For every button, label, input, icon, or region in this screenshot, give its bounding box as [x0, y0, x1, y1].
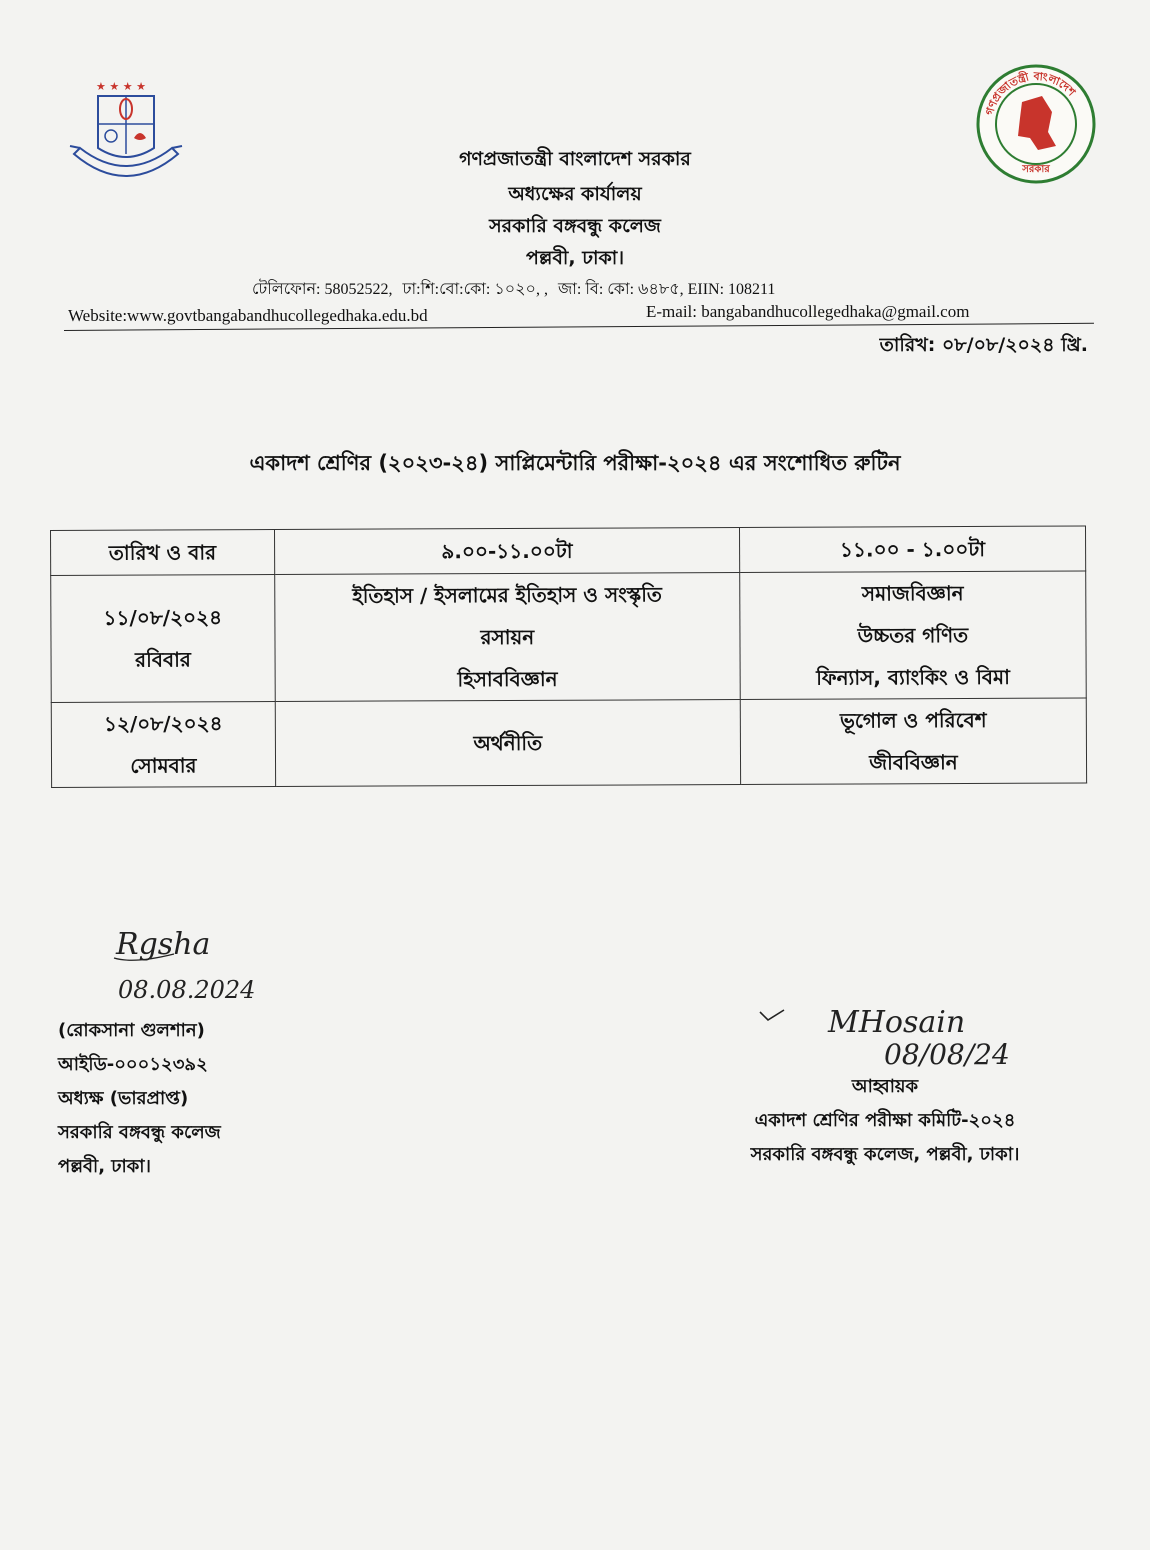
row-slot2-cell — [740, 571, 1087, 700]
row-day: সোমবার — [130, 753, 197, 778]
seal-text-bottom: সরকার — [1022, 164, 1050, 175]
convener-role: আহ্বায়ক — [851, 1076, 919, 1097]
convener-org: সরকারি বঙ্গবন্ধু কলেজ, পল্লবী, ঢাকা। — [750, 1144, 1020, 1165]
signature-date: 08.08.2024 — [118, 976, 256, 1004]
header-date-day: তারিখ ও বার — [51, 530, 275, 576]
email-text: E-mail: bangabandhucollegedhaka@gmail.com — [646, 302, 970, 321]
subject: ফিন্যাস, ব্যাংকিং ও বিমা — [816, 664, 1010, 690]
subject: জীববিজ্ঞান — [869, 750, 958, 775]
principal-name: (রোকসানা গুলশান) — [58, 1020, 205, 1041]
contact-phone: টেলিফোন: 58052522, — [252, 281, 393, 298]
header-location-line: পল্লবী, ঢাকা। — [525, 247, 625, 269]
contact-eiin: জা: বি: কো: ৬৪৮৫, EIIN: 108211 — [557, 281, 776, 298]
signature-scribble: MHosain — [828, 1005, 966, 1040]
subject: রসায়ন — [480, 624, 535, 650]
principal-block — [58, 1014, 221, 1184]
header-slot-midday: ১১.০০ - ১.০০টা — [739, 526, 1085, 573]
row-day: রবিবার — [135, 647, 191, 672]
row-slot2-cell — [740, 698, 1087, 785]
header-slot-morning: ৯.০০-১১.০০টা — [274, 527, 739, 574]
header-office-line: অধ্যক্ষের কার্যালয় — [508, 183, 642, 205]
subject: উচ্চতর গণিত — [857, 622, 969, 648]
table-header-row — [51, 526, 1086, 576]
row-slot1-cell — [275, 699, 740, 786]
signature-scribble: Rgsha — [116, 927, 211, 962]
subject: সমাজবিজ্ঞান — [861, 581, 964, 606]
issue-date: তারিখ: ০৮/০৮/২০২৪ খ্রি. — [879, 334, 1088, 356]
row-slot1-cell — [275, 572, 741, 701]
row-date: ১২/০৮/২০২৪ — [103, 711, 223, 736]
convener-committee: একাদশ শ্রেণির পরীক্ষা কমিটি-২০২৪ — [754, 1110, 1016, 1131]
routine-table — [50, 525, 1087, 788]
header-college-line: সরকারি বঙ্গবন্ধু কলেজ — [489, 215, 661, 237]
subject: ইতিহাস / ইসলামের ইতিহাস ও সংস্কৃতি — [352, 582, 662, 608]
subject: ভূগোল ও পরিবেশ — [839, 707, 987, 733]
table-row — [51, 571, 1087, 703]
convener-block — [700, 1070, 1070, 1172]
subject: অর্থনীতি — [473, 730, 543, 756]
header-govt-line: গণপ্রজাতন্ত্রী বাংলাদেশ সরকার — [459, 148, 691, 170]
row-date-cell — [51, 575, 275, 703]
contact-board-code: ঢা:শি:বো:কো: ১০২০, , — [402, 281, 548, 298]
principal-id: আইডি-০০০১২৩৯২ — [58, 1054, 208, 1075]
principal-org: সরকারি বঙ্গবন্ধু কলেজ — [58, 1122, 221, 1143]
row-date: ১১/০৮/২০২৪ — [103, 605, 223, 630]
table-row — [51, 698, 1086, 788]
website-text: Website:www.govtbangabandhucollegedhaka.edu.bd — [68, 306, 428, 325]
contact-line — [252, 276, 781, 303]
row-date-cell — [51, 702, 275, 788]
principal-designation: অধ্যক্ষ (ভারপ্রাপ্ত) — [58, 1088, 189, 1109]
subject: হিসাববিজ্ঞান — [457, 666, 558, 692]
seal-text-top: গণপ্রজাতন্ত্রী বাংলাদেশ — [982, 69, 1078, 117]
svg-text:★ ★ ★ ★: ★ ★ ★ ★ — [96, 80, 146, 93]
principal-location: পল্লবী, ঢাকা। — [58, 1156, 151, 1177]
signature-date: 08/08/24 — [884, 1038, 1010, 1071]
principal-signature — [108, 918, 278, 1008]
document-title: একাদশ শ্রেণির (২০২৩-২৪) সাপ্লিমেন্টারি পরীক্ষা-২০২৪ এর সংশোধিত রুটিন — [249, 451, 901, 475]
